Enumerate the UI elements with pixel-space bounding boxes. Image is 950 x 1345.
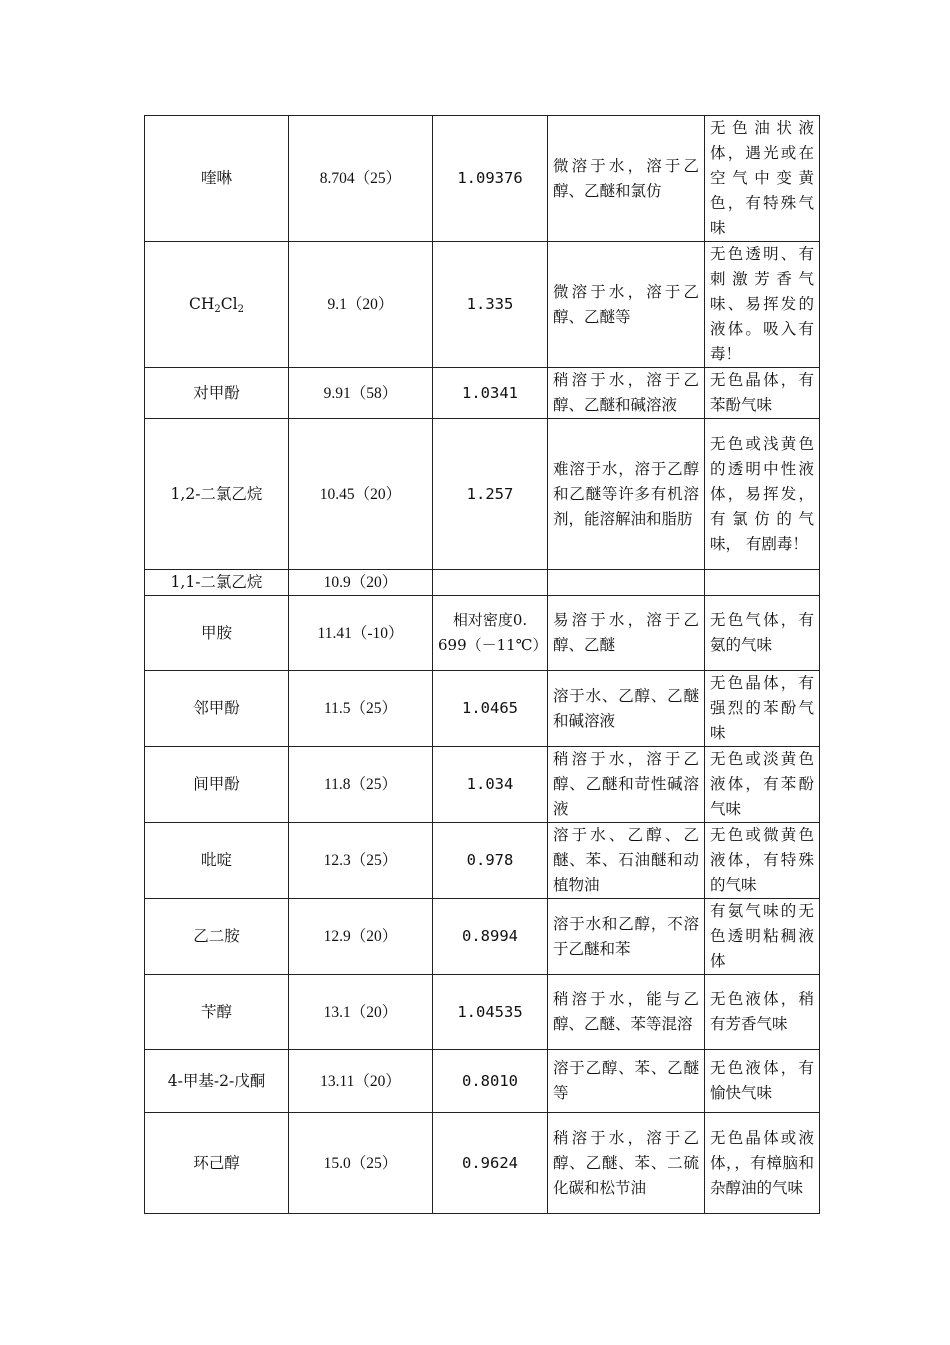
solubility: 易溶于水，溶于乙醇、乙醚 — [548, 596, 705, 671]
compound-name: $CH_2Cl_2$ — [145, 242, 289, 368]
dielectric-constant: 11.8（25） — [289, 747, 433, 823]
dielectric-constant: 13.1（20） — [289, 975, 433, 1050]
solvent-table — [144, 115, 820, 1214]
density: 1.034 — [433, 747, 548, 823]
dielectric-constant: 11.5（25） — [289, 671, 433, 747]
table-row — [145, 823, 820, 899]
description: 无色晶体或液体，，有樟脑和杂醇油的气味 — [705, 1113, 820, 1214]
compound-name: 乙二胺 — [145, 899, 289, 975]
description: 无色液体，有愉快气味 — [705, 1050, 820, 1113]
table-row — [145, 596, 820, 671]
compound-name: 1,2-二氯乙烷 — [145, 419, 289, 570]
table-row — [145, 1113, 820, 1214]
solubility: 难溶于水，溶于乙醇和乙醚等许多有机溶剂，能溶解油和脂肪 — [548, 419, 705, 570]
dielectric-constant: 10.9（20） — [289, 570, 433, 596]
solubility: 溶于水和乙醇，不溶于乙醚和苯 — [548, 899, 705, 975]
compound-name: 甲胺 — [145, 596, 289, 671]
density: 1.335 — [433, 242, 548, 368]
description — [705, 570, 820, 596]
table-row — [145, 671, 820, 747]
density: 1.257 — [433, 419, 548, 570]
description: 无色液体，稍有芳香气味 — [705, 975, 820, 1050]
compound-name: 吡啶 — [145, 823, 289, 899]
density: 0.9624 — [433, 1113, 548, 1214]
dielectric-constant: 9.91（58） — [289, 368, 433, 419]
description: 无色晶体，有苯酚气味 — [705, 368, 820, 419]
dielectric-constant: 11.41（-10） — [289, 596, 433, 671]
density — [433, 570, 548, 596]
compound-name: 1,1-二氯乙烷 — [145, 570, 289, 596]
description: 无色气体，有氨的气味 — [705, 596, 820, 671]
compound-name: 4-甲基-2-戊酮 — [145, 1050, 289, 1113]
compound-name: 对甲酚 — [145, 368, 289, 419]
dielectric-constant: 13.11（20） — [289, 1050, 433, 1113]
description: 无色晶体，有强烈的苯酚气味 — [705, 671, 820, 747]
dielectric-constant: 10.45（20） — [289, 419, 433, 570]
solubility: 稍溶于水，溶于乙醇、乙醚和碱溶液 — [548, 368, 705, 419]
table-row — [145, 975, 820, 1050]
solubility: 稍溶于水，溶于乙醇、乙醚和苛性碱溶液 — [548, 747, 705, 823]
solubility: 溶于乙醇、苯、乙醚等 — [548, 1050, 705, 1113]
solubility — [548, 570, 705, 596]
density: 0.978 — [433, 823, 548, 899]
solubility: 微溶于水，溶于乙醇、乙醚和氯仿 — [548, 116, 705, 242]
compound-name: 苄醇 — [145, 975, 289, 1050]
solubility: 微溶于水，溶于乙醇、乙醚等 — [548, 242, 705, 368]
solubility: 溶于水、乙醇、乙醚、苯、石油醚和动植物油 — [548, 823, 705, 899]
description: 有氨气味的无色透明粘稠液体 — [705, 899, 820, 975]
description: 无色或浅黄色的透明中性液体，易挥发，有氯仿的气味， 有剧毒！ — [705, 419, 820, 570]
solubility: 稍溶于水，能与乙醇、乙醚、苯等混溶 — [548, 975, 705, 1050]
table-row — [145, 1050, 820, 1113]
description: 无色或淡黄色液体，有苯酚气味 — [705, 747, 820, 823]
description: 无色透明、有刺激芳香气味、易挥发的液体。吸入有毒！ — [705, 242, 820, 368]
table-row — [145, 747, 820, 823]
dielectric-constant: 15.0（25） — [289, 1113, 433, 1214]
dielectric-constant: 12.9（20） — [289, 899, 433, 975]
compound-name: 邻甲酚 — [145, 671, 289, 747]
table-row — [145, 570, 820, 596]
compound-name: 间甲酚 — [145, 747, 289, 823]
solubility: 溶于水、乙醇、乙醚和碱溶液 — [548, 671, 705, 747]
table-row — [145, 116, 820, 242]
description: 无色或微黄色液体，有特殊的气味 — [705, 823, 820, 899]
compound-name: 环己醇 — [145, 1113, 289, 1214]
density: 0.8010 — [433, 1050, 548, 1113]
density: 1.09376 — [433, 116, 548, 242]
density: 相对密度0. 699（－11℃） — [433, 596, 548, 671]
dielectric-constant: 9.1（20） — [289, 242, 433, 368]
description: 无色油状液体，遇光或在空气中变黄色，有特殊气味 — [705, 116, 820, 242]
density: 0.8994 — [433, 899, 548, 975]
table-row — [145, 242, 820, 368]
dielectric-constant: 8.704（25） — [289, 116, 433, 242]
table-row — [145, 368, 820, 419]
table-row — [145, 419, 820, 570]
compound-name: 喹啉 — [145, 116, 289, 242]
dielectric-constant: 12.3（25） — [289, 823, 433, 899]
solubility: 稍溶于水，溶于乙醇、乙醚、苯、二硫化碳和松节油 — [548, 1113, 705, 1214]
density: 1.0465 — [433, 671, 548, 747]
table-row — [145, 899, 820, 975]
density: 1.0341 — [433, 368, 548, 419]
density: 1.04535 — [433, 975, 548, 1050]
